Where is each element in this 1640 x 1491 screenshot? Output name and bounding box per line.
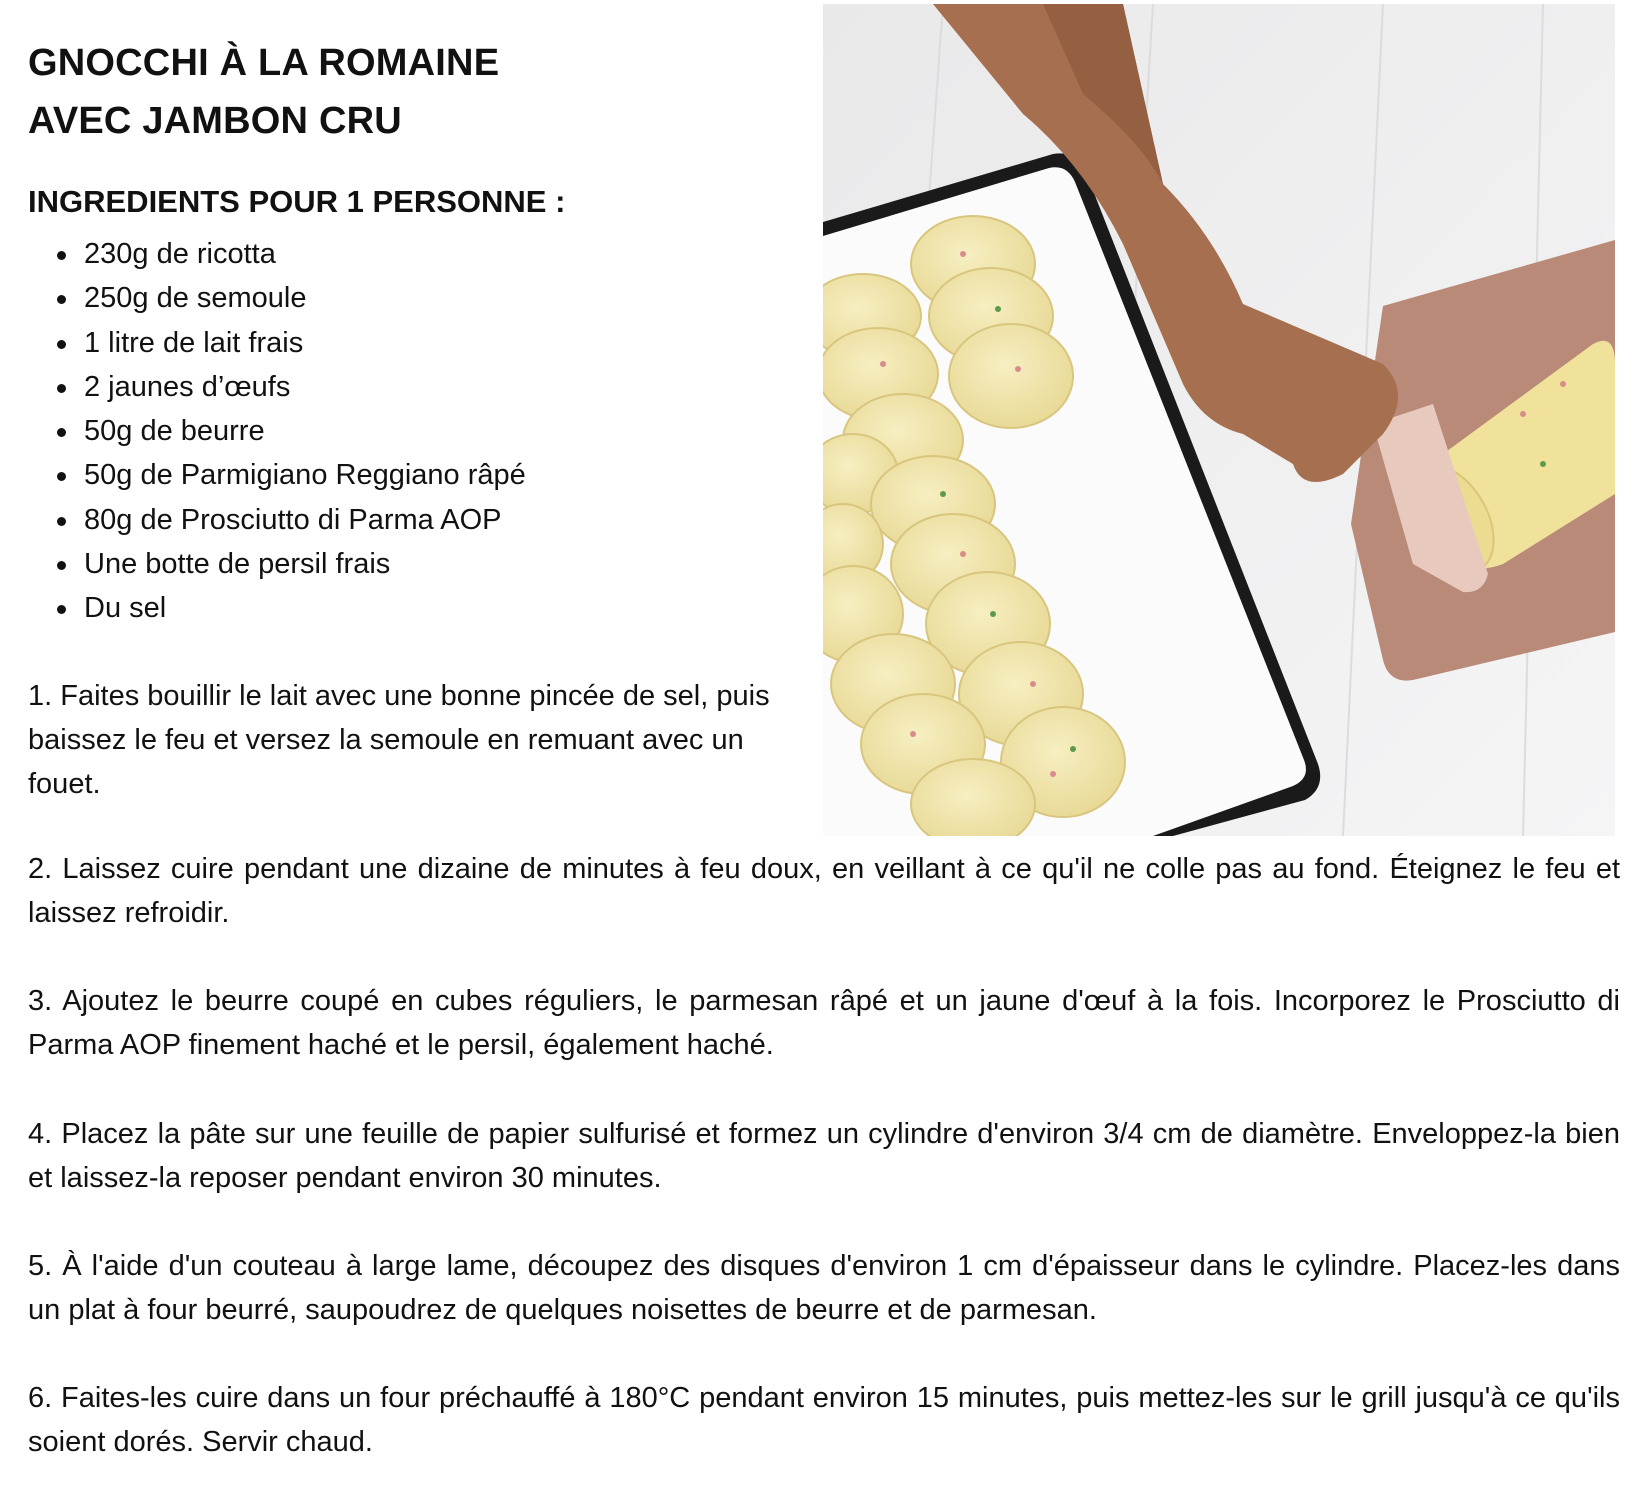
gnocchi-photo-illustration: [823, 4, 1615, 836]
ingredient-item: 250g de semoule: [84, 276, 526, 320]
ingredient-item: 2 jaunes d’œufs: [84, 365, 526, 409]
ingredient-item: Une botte de persil frais: [84, 542, 526, 586]
ingredients-heading: INGREDIENTS POUR 1 PERSONNE :: [28, 184, 566, 219]
recipe-title-line-1: GNOCCHI À LA ROMAINE: [28, 42, 500, 84]
recipe-title-line-2: AVEC JAMBON CRU: [28, 100, 402, 142]
ingredient-item: 50g de Parmigiano Reggiano râpé: [84, 453, 526, 497]
ingredient-item: 80g de Prosciutto di Parma AOP: [84, 498, 526, 542]
step-5: 5. À l'aide d'un couteau à large lame, découpez des disques d'environ 1 cm d'épaisseur dans le cylindre. Placez-les dans un plat à four beurré, saupoudrez de quelques noisettes de beurre et de parmesan.: [28, 1250, 1620, 1326]
recipe-photo: [823, 4, 1615, 836]
recipe-title: [28, 34, 499, 150]
ingredient-item: 50g de beurre: [84, 409, 526, 453]
ingredient-item: Du sel: [84, 586, 526, 630]
ingredient-item: 230g de ricotta: [84, 232, 526, 276]
step-1: 1. Faites bouillir le lait avec une bonne pincée de sel, puis baissez le feu et versez la semoule en remuant avec un fouet.: [28, 680, 770, 800]
step-2: 2. Laissez cuire pendant une dizaine de minutes à feu doux, en veillant à ce qu'il ne colle pas au fond. Éteignez le feu et laissez refroidir.: [28, 853, 1620, 929]
step-6: 6. Faites-les cuire dans un four préchauffé à 180°C pendant environ 15 minutes, puis mettez-les sur le grill jusqu'à ce qu'ils soient dorés. Servir chaud.: [28, 1382, 1620, 1458]
step-3: 3. Ajoutez le beurre coupé en cubes réguliers, le parmesan râpé et un jaune d'œuf à la fois. Incorporez le Prosciutto di Parma AOP finement haché et le persil, également haché.: [28, 985, 1620, 1061]
ingredients-list: [28, 232, 526, 631]
ingredient-item: 1 litre de lait frais: [84, 321, 526, 365]
step-4: 4. Placez la pâte sur une feuille de papier sulfurisé et formez un cylindre d'environ 3/4 cm de diamètre. Enveloppez-la bien et laissez-la reposer pendant environ 30 minutes.: [28, 1118, 1620, 1194]
